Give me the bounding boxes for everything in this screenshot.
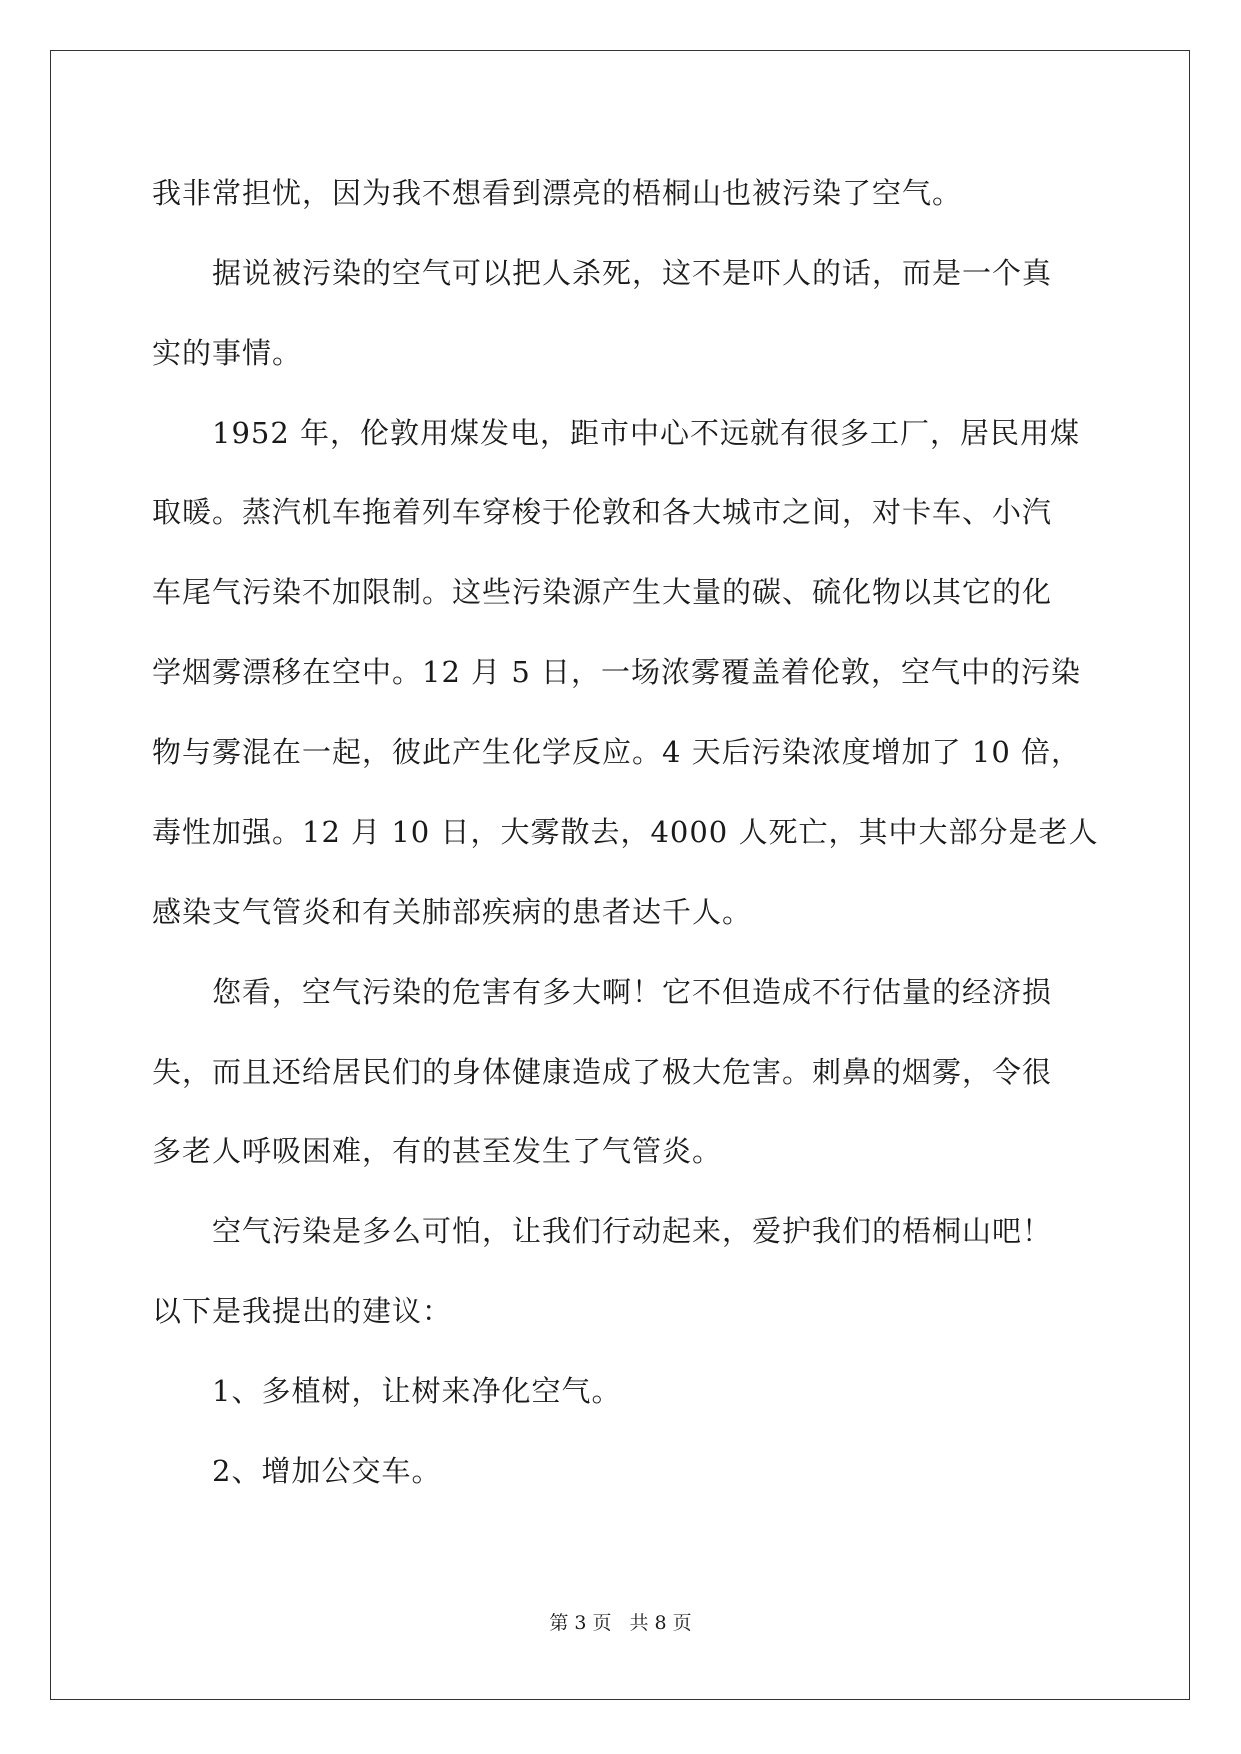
body-line-16: 1、多植树，让树来净化空气。: [152, 1374, 622, 1408]
body-line-2: 据说被污染的空气可以把人杀死，这不是吓人的话，而是一个真: [152, 256, 1053, 290]
body-line-7: 学烟雾漂移在空中。12 月 5 日，一场浓雾覆盖着伦敦，空气中的污染: [152, 655, 1082, 689]
body-line-3: 实的事情。: [152, 336, 303, 370]
body-line-8: 物与雾混在一起，彼此产生化学反应。4 天后污染浓度增加了 10 倍，: [152, 735, 1082, 769]
body-line-1: 我非常担忧，因为我不想看到漂亮的梧桐山也被污染了空气。: [152, 176, 963, 210]
body-line-17: 2、增加公交车。: [152, 1454, 442, 1488]
page-footer: [0, 1611, 1241, 1635]
body-line-4: 1952 年，伦敦用煤发电，距市中心不远就有很多工厂，居民用煤: [152, 416, 1081, 450]
body-line-10: 感染支气管炎和有关肺部疾病的患者达千人。: [152, 895, 753, 929]
body-line-14: 空气污染是多么可怕，让我们行动起来，爱护我们的梧桐山吧！: [152, 1214, 1053, 1248]
body-line-9: 毒性加强。12 月 10 日，大雾散去，4000 人死亡，其中大部分是老人: [152, 815, 1099, 849]
body-line-15: 以下是我提出的建议：: [152, 1294, 453, 1328]
body-line-6: 车尾气污染不加限制。这些污染源产生大量的碳、硫化物以其它的化: [152, 575, 1053, 609]
page-number: 第 3 页: [549, 1612, 612, 1634]
body-line-11: 您看，空气污染的危害有多大啊！它不但造成不行估量的经济损: [152, 975, 1053, 1009]
page-total: 共 8 页: [629, 1612, 692, 1634]
body-line-13: 多老人呼吸困难，有的甚至发生了气管炎。: [152, 1134, 723, 1168]
body-line-5: 取暖。蒸汽机车拖着列车穿梭于伦敦和各大城市之间，对卡车、小汽: [152, 495, 1053, 529]
body-line-12: 失，而且还给居民们的身体健康造成了极大危害。刺鼻的烟雾，令很: [152, 1055, 1053, 1089]
